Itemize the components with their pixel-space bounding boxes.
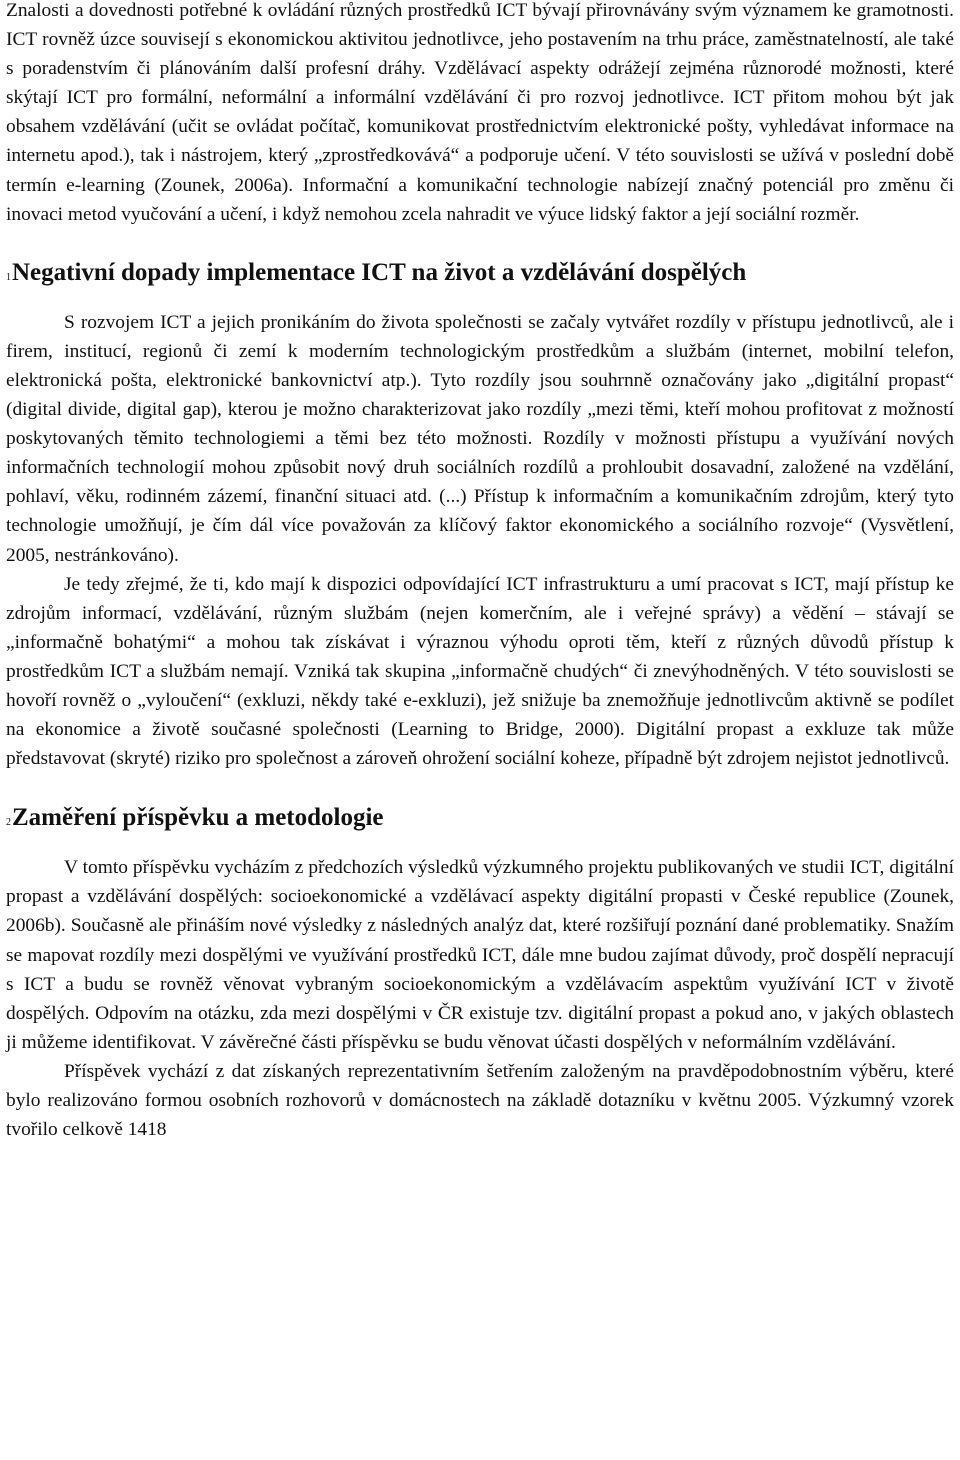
section-2-paragraph-2: Příspěvek vychází z dat získaných reprezentativním šetřením založeným na pravděpodobnostním výběru, které bylo realizováno formou osobních rozhovorů v domácnostech na základě dotazníku v květnu 2005. Výzkumný vzorek tvořilo celkově 1418	[6, 1060, 954, 1141]
intro-paragraph: Znalosti a dovednosti potřebné k ovládání různých prostředků ICT bývají přirovnávány svým významem ke gramotnosti. ICT rovněž úzce souvisejí s ekonomickou aktivitou jednotlivce, jeho postavením na trhu práce, zaměstnatelností, ale také s poradenstvím či plánováním další profesní dráhy. Vzdělávací aspekty odrážejí zejména různorodé možnosti, které skýtají ICT pro formální, neformální a informální vzdělávání či pro rozvoj jednotlivce. ICT přitom mohou být jak obsahem vzdělávání (učit se ovládat počítač, komunikovat prostřednictvím elektronické pošty, vyhledávat informace na internetu apod.), tak i nástrojem, který „zprostředkovává“ a podporuje učení. V této souvislosti se užívá v poslední době termín e-learning (Zounek, 2006a). Informační a komunikační technologie nabízejí značný potenciál pro změnu či inovaci metod vyučování a učení, i když nemohou zcela nahradit ve výuce lidský faktor a její sociální rozměr.	[6, 0, 954, 225]
section-1-paragraph-1: S rozvojem ICT a jejich pronikáním do života společnosti se začaly vytvářet rozdíly v přístupu jednotlivců, ale i firem, institucí, regionů či zemí k moderním technologickým prostředkům a službám (internet, mobilní telefon, elektronická pošta, elektronické bankovnictví atp.). Tyto rozdíly jsou souhrnně označovány jako „digitální propast“ (digital divide, digital gap), kterou je možno charakterizovat jako rozdíly „mezi těmi, kteří mohou profitovat z možností poskytovaných těmito technologiemi a těmi bez této možnosti. Rozdíly v možnosti přístupu a využívání nových informačních technologií mohou způsobit nový druh sociálních rozdílů a prohloubit dosavadní, založené na vzdělání, pohlaví, věku, rodinném zázemí, finanční situaci atd. (...) Přístup k informačním a komunikačním zdrojům, který tyto technologie umožňují, je čím dál více považován za klíčový faktor ekonomického a sociálního rozvoje“ (Vysvětlení, 2005, nestránkováno).	[6, 311, 954, 566]
section-number: 2	[6, 817, 11, 829]
section-number: 1	[6, 271, 11, 283]
section-heading-negative-impacts	[6, 258, 954, 293]
section-title: Zaměření příspěvku a metodologie	[12, 804, 384, 832]
section-1-paragraph-2: Je tedy zřejmé, že ti, kdo mají k dispozici odpovídající ICT infrastrukturu a umí pracovat s ICT, mají přístup ke zdrojům informací, vzdělávání, různým službám (nejen komerčním, ale i veřejné správy) a vědění – stávají se „informačně bohatými“ a mohou tak získávat i výraznou výhodu oproti těm, kteří z různých důvodů přístup k prostředkům ICT a službám nemají. Vzniká tak skupina „informačně chudých“ či znevýhodněných. V této souvislosti se hovoří rovněž o „vyloučení“ (exkluzi, někdy také e-exkluzi), jež snižuje ba znemožňuje jednotlivcům aktivně se podílet na ekonomice a životě současné společnosti (Learning to Bridge, 2000). Digitální propast a exkluze tak může představovat (skryté) riziko pro společnost a zároveň ohrožení sociální koheze, případně být zdrojem nejistot jednotlivců.	[6, 573, 954, 770]
section-2-paragraph-1: V tomto příspěvku vycházím z předchozích výsledků výzkumného projektu publikovaných ve studii ICT, digitální propast a vzdělávání dospělých: socioekonomické a vzdělávací aspekty digitální propasti v České republice (Zounek, 2006b). Současně ale přináším nové výsledky z následných analýz dat, které rozšiřují poznání dané problematiky. Snažím se mapovat rozdíly mezi dospělými ve využívání prostředků ICT, dále mne budou zajímat důvody, proč dospělí nepracují s ICT a budu se rovněž věnovat vybraným socioekonomickým a vzdělávacím aspektům využívání ICT v životě dospělých. Odpovím na otázku, zda mezi dospělými v ČR existuje tzv. digitální propast a pokud ano, v jakých oblastech ji můžeme identifikovat. V závěrečné části příspěvku se budu věnovat účasti dospělých v neformálním vzdělávání.	[6, 857, 954, 1053]
section-title: Negativní dopady implementace ICT na život a vzdělávání dospělých	[12, 258, 747, 286]
section-heading-methodology	[6, 803, 954, 838]
